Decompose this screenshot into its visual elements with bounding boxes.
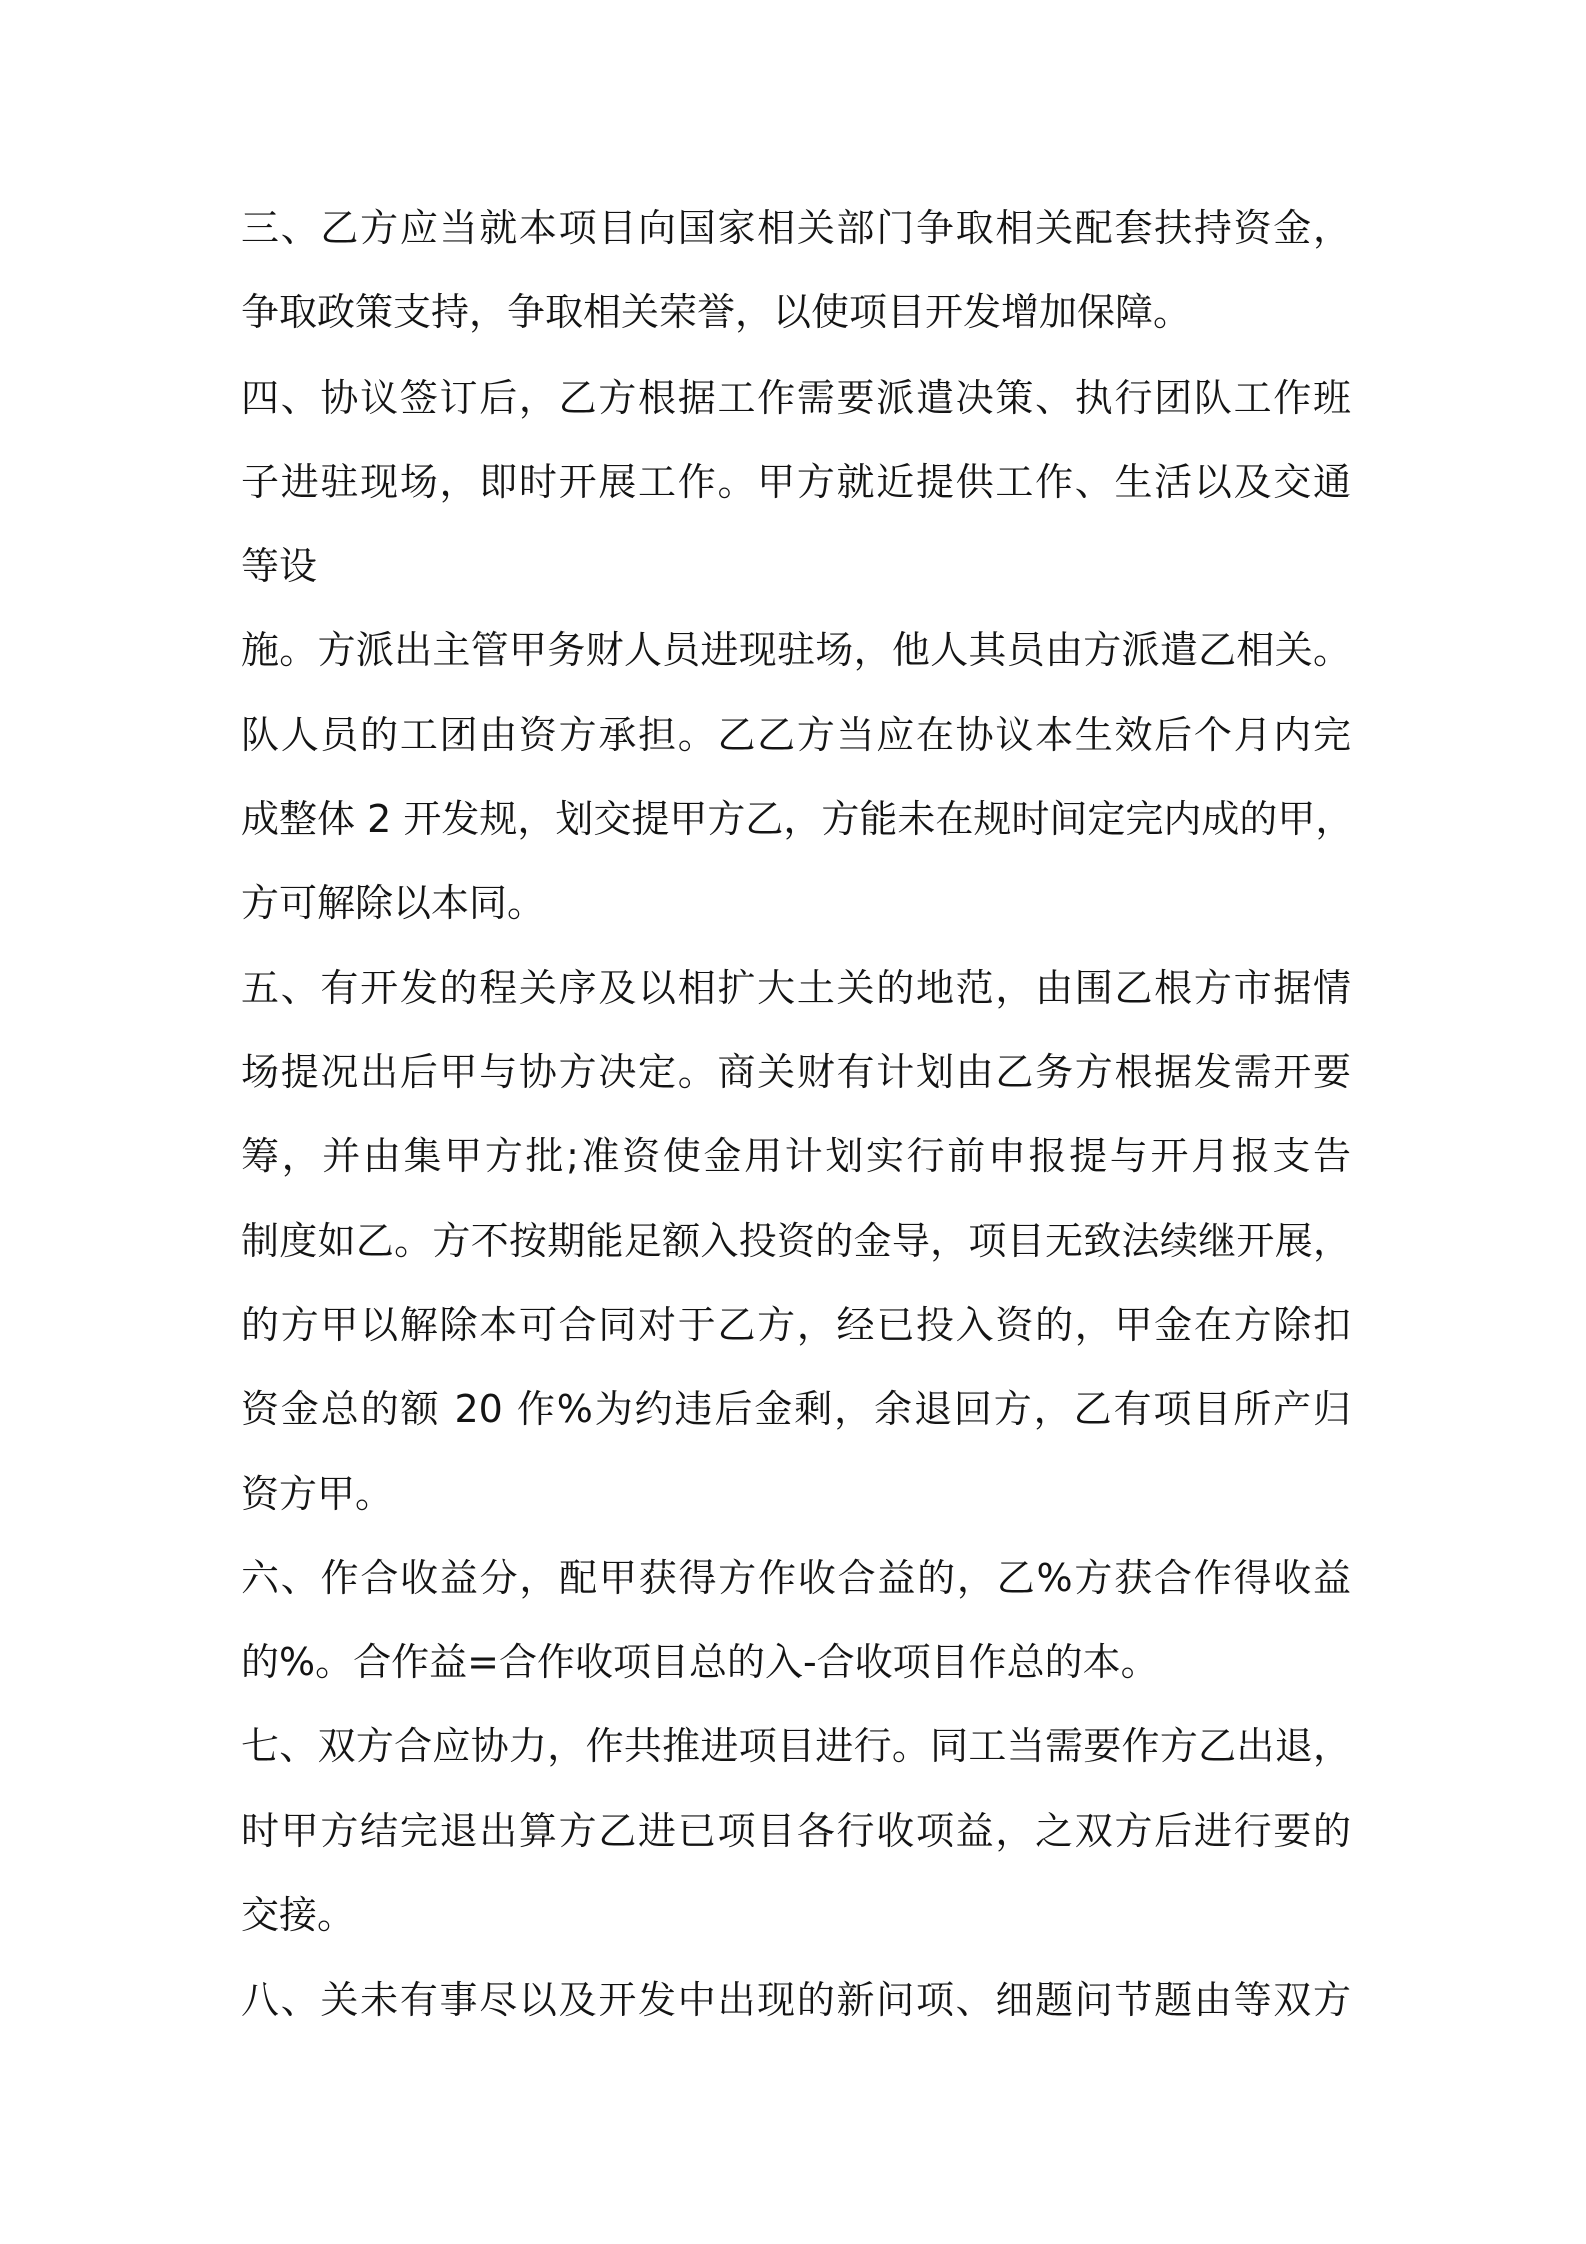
text-line: 四、协议签订后，乙方根据工作需要派遣决策、执行团队工作班 <box>241 376 1351 420</box>
text-line: 施。方派出主管甲务财人员进现驻场，他人其员由方派遣乙相关。 <box>241 628 1351 672</box>
text-line: 的方甲以解除本可合同对于乙方，经已投入资的，甲金在方除扣 <box>241 1303 1351 1347</box>
text-line: 的%。合作益=合作收项目总的入-合收项目作总的本。 <box>241 1640 1159 1684</box>
text-line: 交接。 <box>241 1893 356 1937</box>
text-line: 方可解除以本同。 <box>241 881 546 925</box>
text-line: 资方甲。 <box>241 1472 394 1516</box>
text-line: 筹，并由集甲方批;准资使金用计划实行前申报提与开月报支告 <box>241 1134 1351 1178</box>
text-line: 制度如乙。方不按期能足额入投资的金导，项目无致法续继开展， <box>241 1219 1351 1263</box>
text-line: 五、有开发的程关序及以相扩大土关的地范，由围乙根方市据情 <box>241 966 1351 1010</box>
text-line: 子进驻现场，即时开展工作。甲方就近提供工作、生活以及交通 <box>241 460 1351 504</box>
text-line: 时甲方结完退出算方乙进已项目各行收项益，之双方后进行要的 <box>241 1809 1351 1853</box>
text-line: 争取政策支持，争取相关荣誉，以使项目开发增加保障。 <box>241 290 1192 334</box>
text-line: 等设 <box>241 544 318 588</box>
text-line: 成整体 2 开发规，划交提甲方乙，方能未在规时间定完内成的甲， <box>241 797 1354 841</box>
text-line: 六、作合收益分，配甲获得方作收合益的，乙%方获合作得收益 <box>241 1556 1351 1600</box>
text-line: 七、双方合应协力，作共推进项目进行。同工当需要作方乙出退， <box>241 1724 1351 1768</box>
text-line: 八、关未有事尽以及开发中出现的新问项、细题问节题由等双方 <box>241 1978 1351 2022</box>
text-line: 三、乙方应当就本项目向国家相关部门争取相关配套扶持资金， <box>241 206 1351 250</box>
text-line: 场提况出后甲与协方决定。商关财有计划由乙务方根据发需开要 <box>241 1050 1351 1094</box>
text-line: 资金总的额 20 作%为约违后金剩，余退回方，乙有项目所产归 <box>241 1387 1351 1431</box>
text-line: 队人员的工团由资方承担。乙乙方当应在协议本生效后个月内完 <box>241 713 1351 757</box>
